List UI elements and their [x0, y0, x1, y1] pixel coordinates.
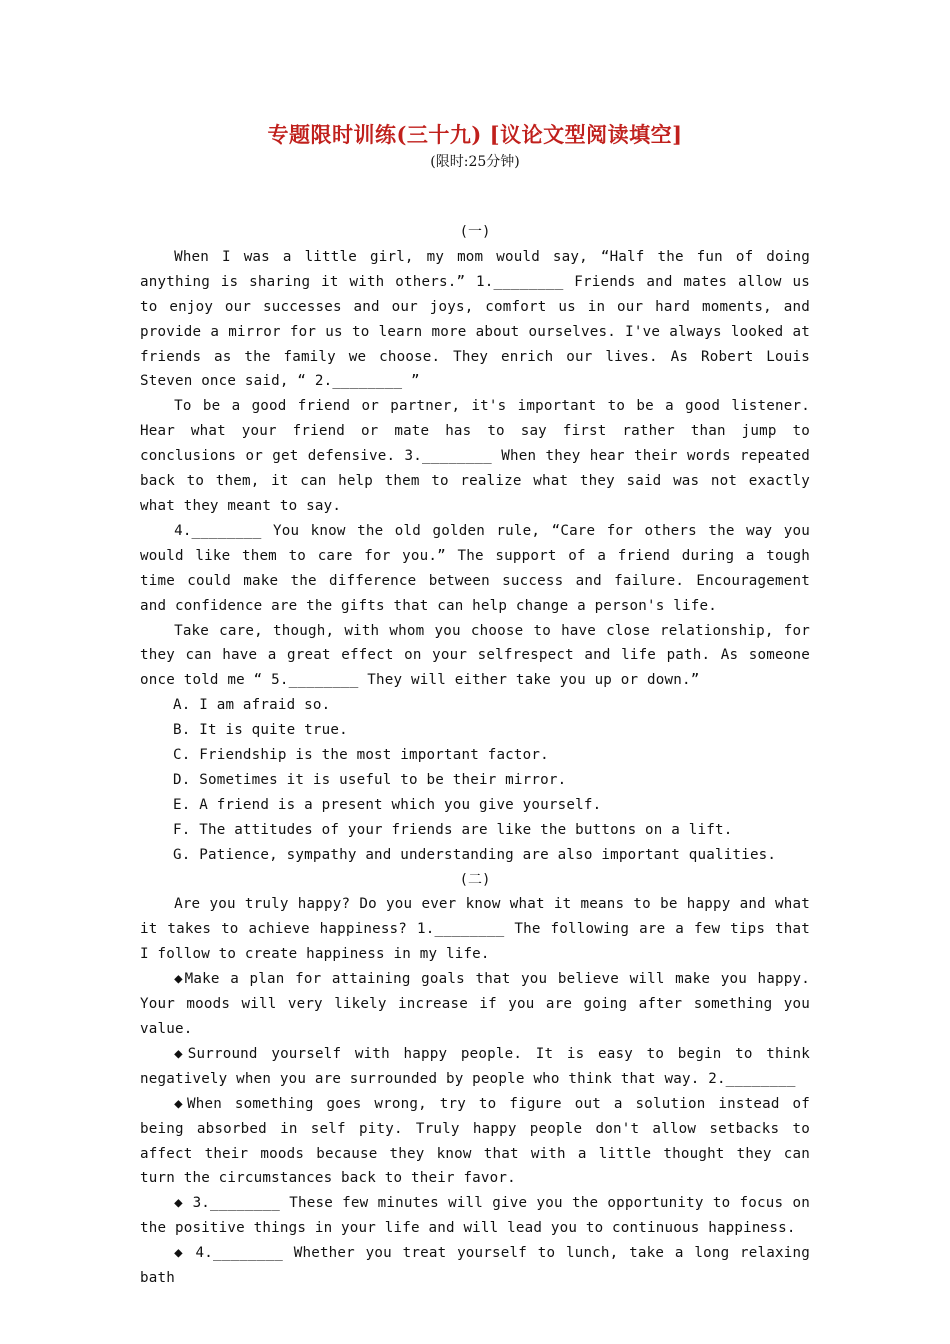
time-limit: (限时:25分钟): [430, 154, 520, 170]
option-a: A. I am afraid so.: [173, 697, 331, 714]
option-d: D. Sometimes it is useful to be their mirror.: [173, 771, 567, 788]
option-g: G. Patience, sympathy and understanding are also important qualities.: [173, 846, 777, 863]
option-b: B. It is quite true.: [173, 722, 348, 739]
paragraph: ◆Make a plan for attaining goals that you believe will make you happy. Your moods will very likely increase if you are going after something you value.: [140, 971, 810, 1037]
page-title: 专题限时训练(三十九) [议论文型阅读填空]: [267, 122, 683, 147]
paragraph: 4.________ You know the old golden rule, “Care for others the way you would like them to care for you.” The support of a friend during a tough time could make the difference between success and failure. Encouragement and confidence are the gifts that can help change a person's life.: [140, 522, 810, 614]
document-page: [140, 118, 810, 1291]
section-heading-2: (二): [459, 871, 491, 888]
option-f: F. The attitudes of your friends are like the buttons on a lift.: [173, 821, 733, 838]
paragraph: ◆Surround yourself with happy people. It is easy to begin to think negatively when you are surrounded by people who think that way. 2.________: [140, 1045, 810, 1087]
paragraph: ◆When something goes wrong, try to figure out a solution instead of being absorbed in self pity. Truly happy people don't allow setbacks to affect their moods because they know that with a little thought they can turn the circumstances back to their favor.: [140, 1095, 810, 1187]
paragraph: To be a good friend or partner, it's important to be a good listener. Hear what your friend or mate has to say first rather than jump to conclusions or get defensive. 3.________ When they hear their words repeated back to them, it can help them to realize what they said was not exactly what they meant to say.: [140, 398, 810, 514]
paragraph: Are you truly happy? Do you ever know what it means to be happy and what it takes to achieve happiness? 1.________ The following are a few tips that I follow to create happiness in my life.: [140, 896, 810, 963]
option-e: E. A friend is a present which you give yourself.: [173, 796, 602, 813]
option-c: C. Friendship is the most important factor.: [173, 747, 549, 764]
paragraph: ◆ 4.________ Whether you treat yourself to lunch, take a long relaxing bath: [140, 1245, 810, 1287]
paragraph: Take care, though, with whom you choose to have close relationship, for they can have a great effect on your selfrespect and life path. As someone once told me “ 5.________ They will either take you up or down.”: [140, 622, 810, 689]
paragraph: When I was a little girl, my mom would say, “Half the fun of doing anything is sharing it with others.” 1.________ Friends and mates allow us to enjoy our successes and our joys, comfort us in our hard moments, and provide a mirror for us to learn more about ourselves. I've always looked at friends as the family we choose. They enrich our lives. As Robert Louis Steven once said, “ 2.________ ”: [140, 248, 810, 390]
paragraph: ◆ 3.________ These few minutes will give you the opportunity to focus on the positive things in your life and will lead you to continuous happiness.: [140, 1195, 810, 1237]
section-heading-1: (一): [459, 224, 491, 240]
